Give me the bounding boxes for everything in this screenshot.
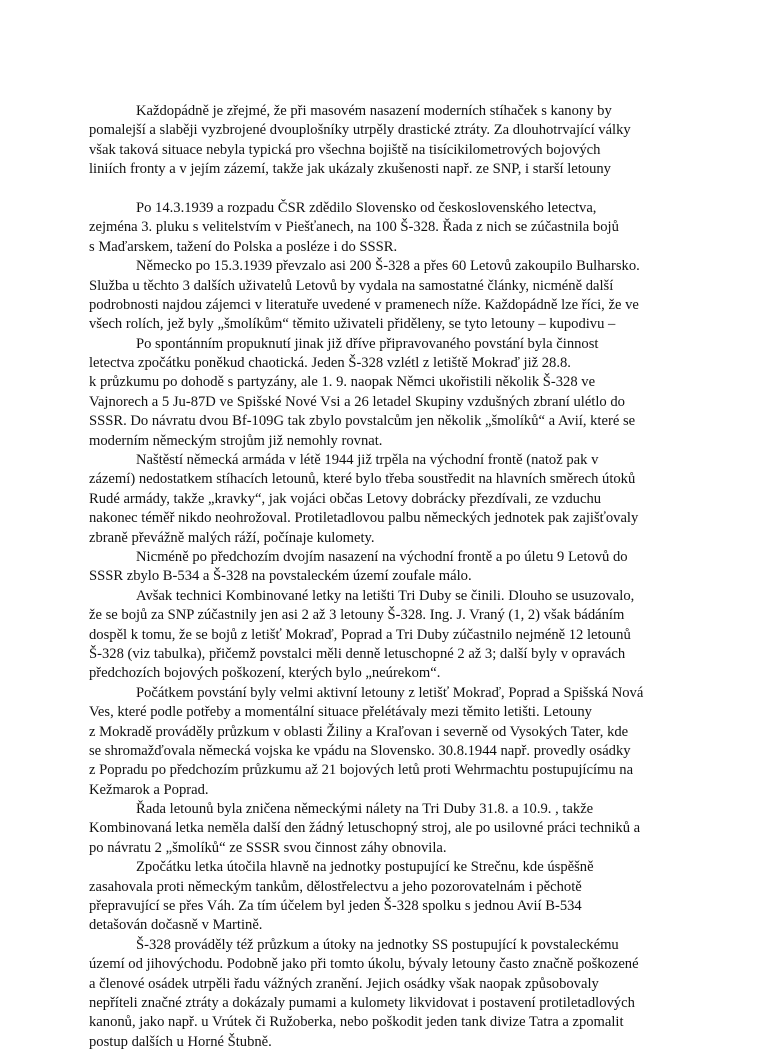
text-line: a členové osádek utrpěli řadu vážných zranění. Jejich osádky však naopak způsobovaly	[89, 975, 599, 992]
paragraph-first-line: Avšak technici Kombinované letky na letišti Tri Duby se činili. Dlouho se usuzovalo,	[136, 587, 635, 604]
paragraph-first-line: Německo po 15.3.1939 převzalo asi 200 Š-328 a přes 60 Letovů zakoupilo Bulharsko.	[136, 258, 640, 275]
text-line: liniích fronty a v jejím zázemí, takže jak ukázaly zkušenosti např. ze SNP, i starší letouny	[89, 161, 611, 178]
text-line: všech rolích, jež byly „šmolíkům“ těmito uživateli přiděleny, se tyto letouny – kupodivu –	[89, 316, 616, 333]
text-line: SSSR zbylo B-534 a Š-328 na povstaleckém území zoufale málo.	[89, 568, 472, 585]
text-line: předchozích bojových poškození, kterých bylo „neúrekom“.	[89, 665, 441, 682]
text-line: že se bojů za SNP zúčastnily jen asi 2 až 3 letouny Š-328. Ing. J. Vraný (1, 2) však bádáním	[89, 607, 625, 624]
text-line: k průzkumu po dohodě s partyzány, ale 1. 9. naopak Němci ukořistili několik Š-328 ve	[89, 374, 596, 391]
text-line: pomalejší a slaběji vyzbrojené dvouplošníky utrpěly drastické ztráty. Za dlouhotrvající války	[89, 122, 631, 139]
text-line: Kombinovaná letka neměla další den žádný letuschopný stroj, ale po usilovné práci techniků a	[89, 820, 641, 837]
paragraph-first-line: Naštěstí německá armáda v létě 1944 již trpěla na východní frontě (natož pak v	[136, 452, 599, 469]
paragraph-first-line: Každopádně je zřejmé, že při masovém nasazení moderních stíhaček s kanony by	[136, 103, 612, 119]
paragraph-first-line: Š-328 prováděly též průzkum a útoky na jednotky SS postupující k povstaleckému	[136, 936, 619, 953]
text-line: přepravující se přes Váh. Za tím účelem byl jeden Š-328 spolku s jednou Avií B-534	[89, 898, 582, 915]
text-line: detašován dočasně v Martině.	[89, 917, 263, 934]
text-line: zázemí) nedostatkem stíhacích letounů, které bylo třeba soustředit na hlavních směrech útoků	[89, 471, 636, 488]
text-line: nakonec téměř nikdo neohrožoval. Protiletadlovou palbu německých jednotek pak zajišťovaly	[89, 510, 639, 527]
text-line: dospěl k tomu, že se bojů z letišť Mokraď, Poprad a Tri Duby zúčastnilo nejméně 12 letounů	[89, 626, 631, 643]
text-line: zasahovala proti německým tankům, dělostřelectvu a jeho pozorovatelnám i pěchotě	[89, 878, 582, 895]
text-line: z Popradu po předchozím průzkumu až 21 bojových letů proti Wehrmachtu postupujícímu na	[89, 762, 634, 779]
text-line: Š-328 (viz tabulka), přičemž povstalci měli denně letuschopné 2 až 3; další byly v opravách	[89, 645, 626, 662]
text-line: Ves, které podle potřeby a momentální situace přelétávaly mezi těmito letišti. Letouny	[89, 704, 592, 721]
text-line: se shromažďovala německá vojska ke vpádu na Slovensko. 30.8.1944 např. provedly osádky	[89, 742, 631, 759]
text-line: Služba u těchto 3 dalších uživatelů Letovů by vydala na samostatné články, nicméně další	[89, 277, 614, 294]
document-body	[89, 102, 679, 1052]
text-line: SSSR. Do návratu dvou Bf-109G tak zbylo povstalcům jen několik „šmolíků“ a Avií, které se	[89, 413, 636, 430]
text-line: z Mokradě prováděly průzkum v oblasti Žiliny a Kraľovan i severně od Vysokých Tater, kde	[89, 723, 629, 740]
text-line: nepříteli značné ztráty a dokázaly pumami a kulomety likvidovat i postavení protiletadlových	[89, 994, 635, 1011]
text-line: zejména 3. pluku s velitelstvím v Piešťanech, na 100 Š-328. Řada z nich se zúčastnila bojů	[89, 219, 619, 236]
paragraph-gap	[89, 180, 679, 199]
text-line: Rudé armády, takže „kravky“, jak vojáci občas Letovy dobrácky přezdívali, ze vzduchu	[89, 490, 602, 507]
text-line: podrobnosti najdou zájemci v literatuře uvedené v pramenech níže. Každopádně lze říci, že ve	[89, 296, 639, 313]
text-line: kanonů, jako např. u Vrútek či Ružoberka, nebo poškodit jeden tank divize Tatra a zpomalit	[89, 1014, 624, 1031]
text-line: s Maďarskem, tažení do Polska a posléze i do SSSR.	[89, 238, 398, 255]
text-line: území od jihovýchodu. Podobně jako při tomto úkolu, bývaly letouny často značně poškozené	[89, 956, 639, 973]
paragraph-first-line: Po spontánním propuknutí jinak již dříve připravovaného povstání byla činnost	[136, 335, 599, 352]
text-line: zbraně převážně malých ráží, počínaje kulomety.	[89, 529, 375, 546]
paragraph-first-line: Po 14.3.1939 a rozpadu ČSR zdědilo Slovensko od československého letectva,	[136, 199, 597, 216]
paragraph-first-line: Zpočátku letka útočila hlavně na jednotky postupující ke Strečnu, kde úspěšně	[136, 859, 594, 876]
text-line: po návratu 2 „šmolíků“ ze SSSR svou činnost záhy obnovila.	[89, 839, 447, 856]
paragraph-first-line: Řada letounů byla zničena německými nálety na Tri Duby 31.8. a 10.9. , takže	[136, 801, 594, 818]
paragraph-first-line: Nicméně po předchozím dvojím nasazení na východní frontě a po úletu 9 Letovů do	[136, 548, 628, 565]
text-line: postup dalších u Horné Štubně.	[89, 1033, 272, 1050]
paragraph-first-line: Počátkem povstání byly velmi aktivní letouny z letišť Mokraď, Poprad a Spišská Nová	[136, 684, 644, 701]
text-line: Vajnorech a 5 Ju-87D ve Spišské Nové Vsi a 26 letadel Skupiny vzdušných zbraní ulétlo do	[89, 393, 625, 410]
text-line: letectva zpočátku poněkud chaotická. Jeden Š-328 vzlétl z letiště Mokraď již 28.8.	[89, 355, 571, 372]
text-line: Kežmarok a Poprad.	[89, 781, 209, 798]
text-line: moderním německým strojům již nemohly rovnat.	[89, 432, 383, 449]
text-line: však taková situace nebyla typická pro všechna bojiště na tisícikilometrových bojových	[89, 141, 601, 158]
